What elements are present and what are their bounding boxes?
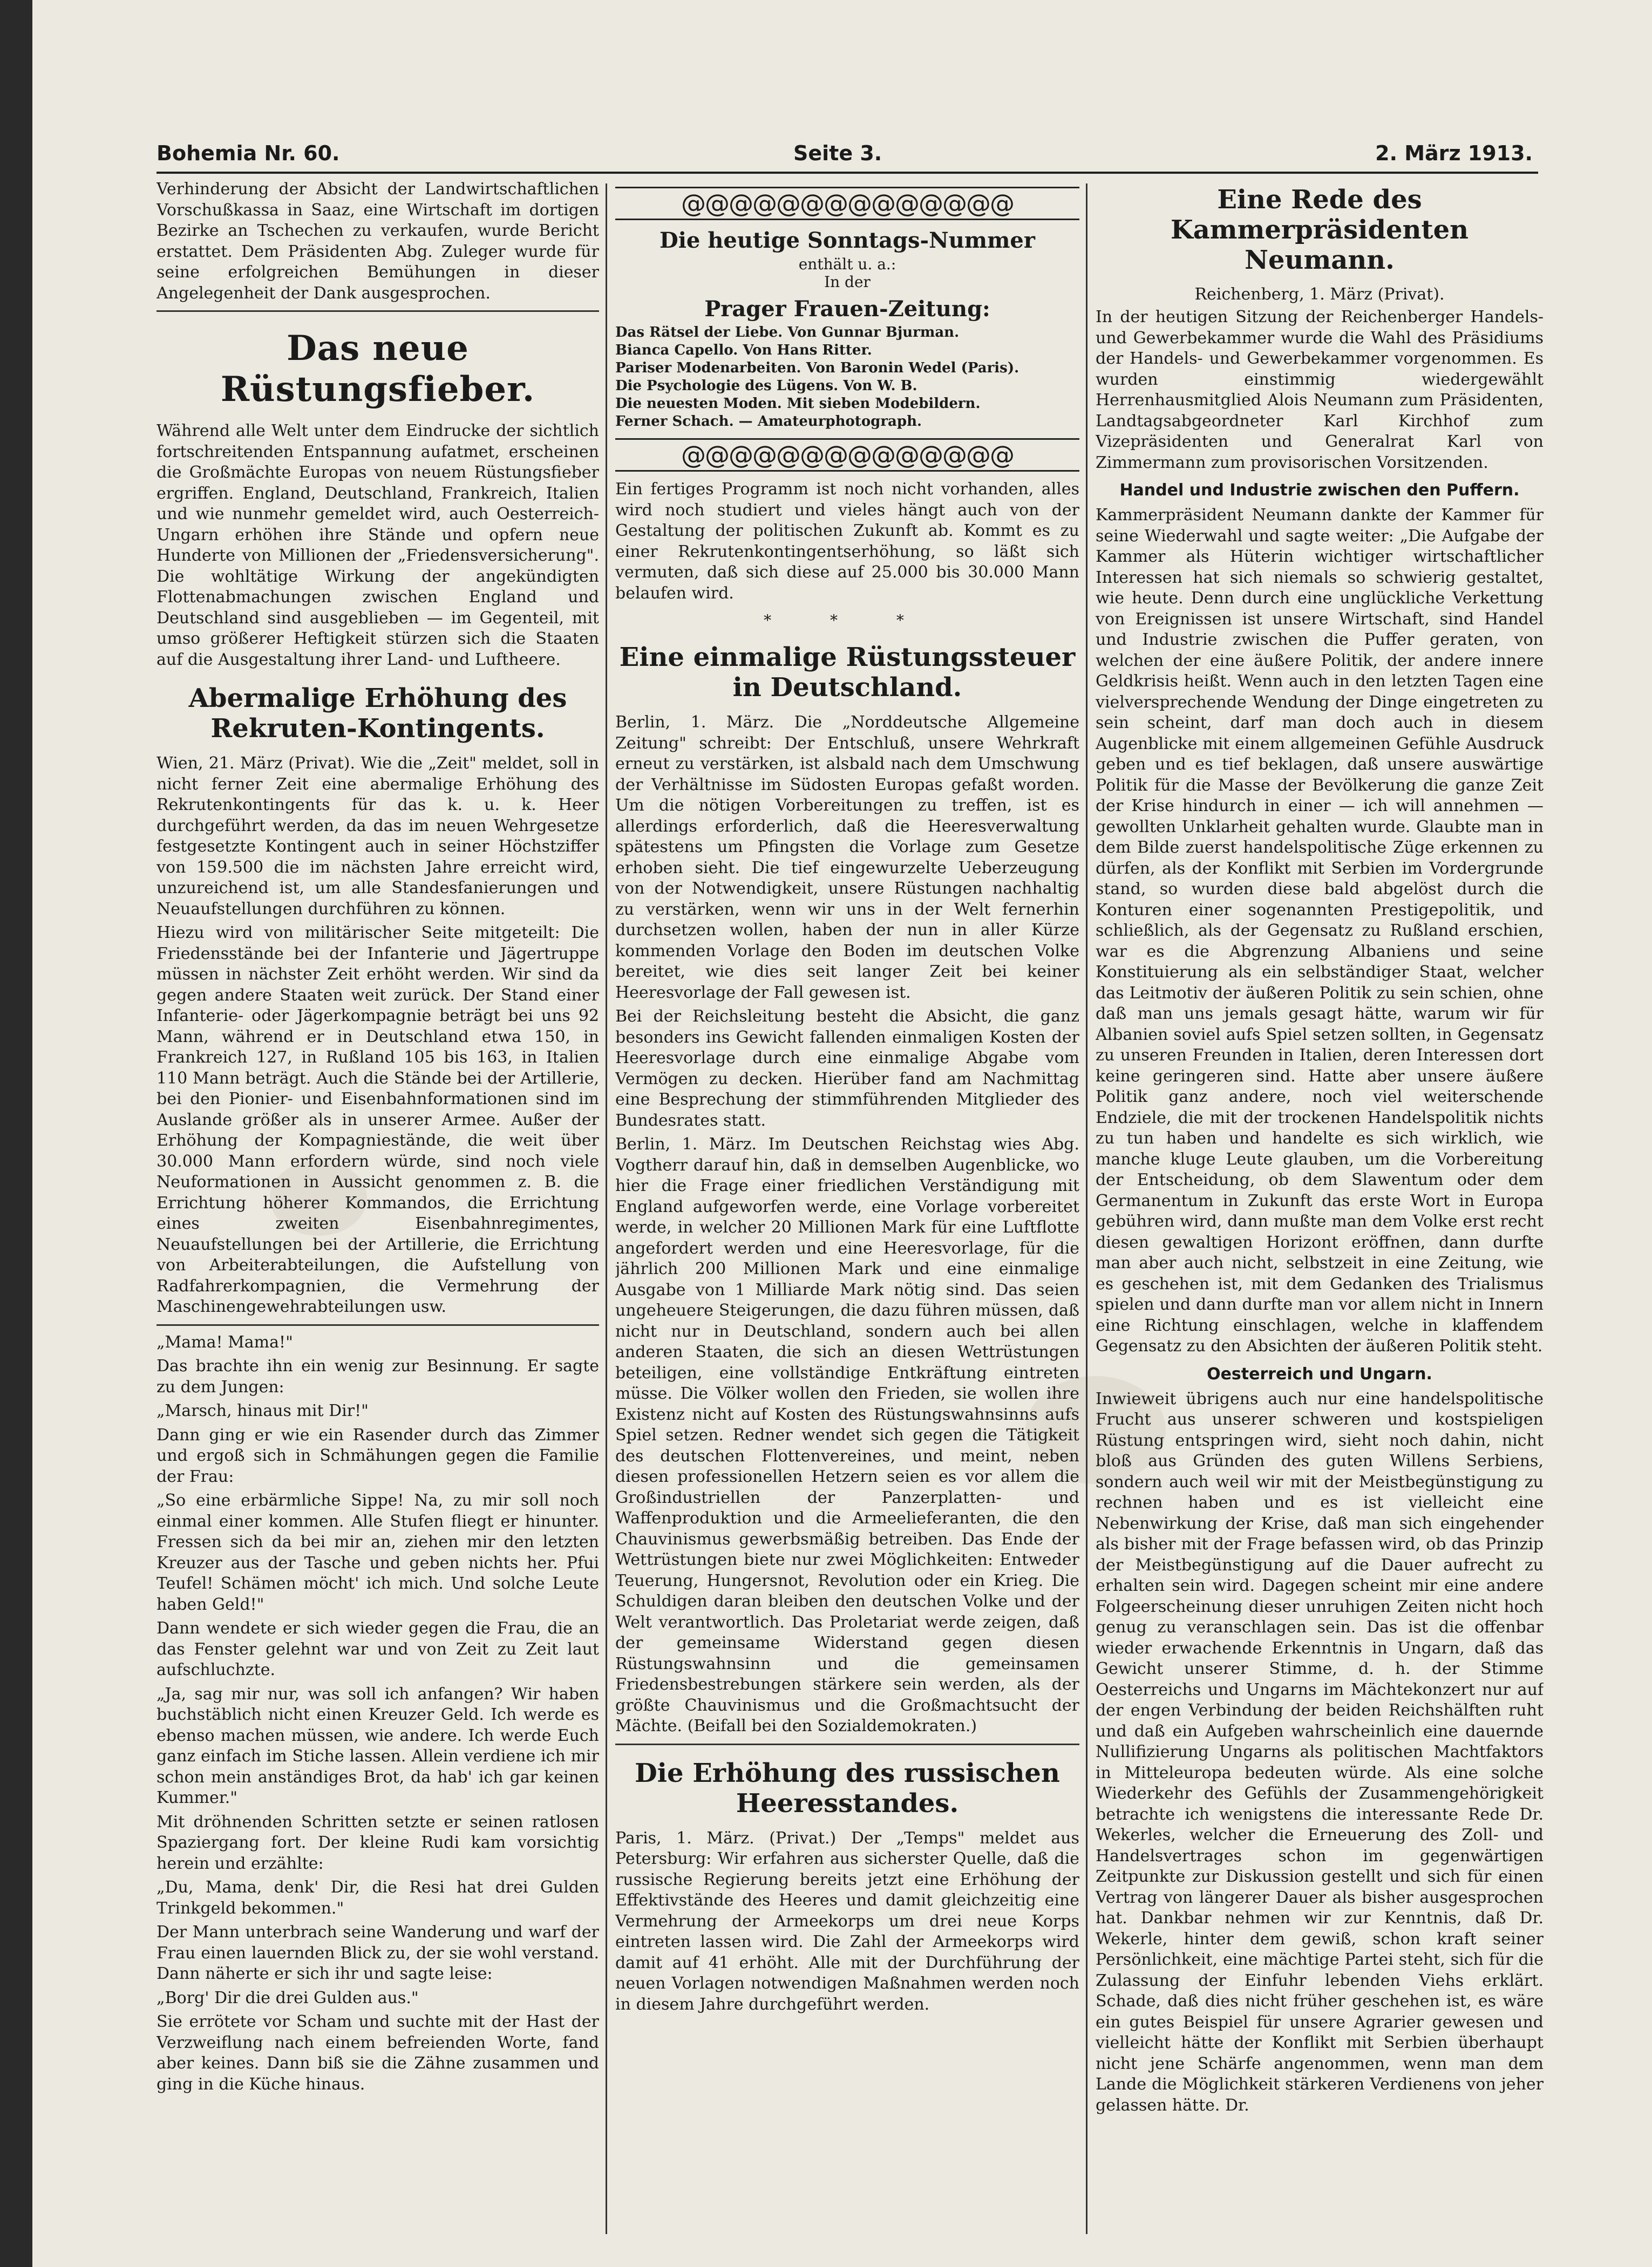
- article-paragraph: Hiezu wird von militärischer Seite mitgeteilt: Die Friedensstände bei der Infanterie und Jägertruppe müssen in nächster Zeit erhöht werden. Wir sind da gegen andere Staaten weit zurück. Der Stand einer Infanterie- oder Jägerkompagnie beträgt bei uns 92 Mann, während er in Deutschland etwa 150, in Frankreich 127, in Rußland 105 bis 163, in Italien 110 Mann beträgt. Auch die Stände bei der Artillerie, bei den Pionier- und Eisenbahnformationen sind im Auslande größer als in unserer Armee. Außer der Erhöhung der Kompagniestände, die weit über 30.000 Mann erfordern würde, sind noch viele Neuformationen in Aussicht genommen z. B. die Errichtung höherer Kommandos, die Errichtung eines zweiten Eisenbahnregimentes, Neuaufstellungen bei der Artillerie, die Errichtung von Arbeiterabteilungen, die Aufstellung von Radfahrerkompagnien, die Vermehrung der Maschinengewehrabteilungen usw.: [157, 923, 599, 1316]
- article-paragraph: Paris, 1. März. (Privat.) Der „Temps" meldet aus Petersburg: Wir erfahren aus sicherster Quelle, daß die russische Regierung bereits jetzt eine Erhöhung der Effektivstände des Heeres und damit gleichzeitig eine Vermehrung der Armeekorps um drei neue Korps eintreten lassen wird. Die Zahl der Armeekorps wird damit auf 41 erhöht. Alle mit der Durchführung der neuen Vorlagen notwendigen Maßnahmen werden noch in diesem Jahre durchgeführt werden.: [615, 1828, 1079, 2014]
- issue-date: 2. März 1913.: [1375, 141, 1533, 165]
- headline-ruestungsfieber: Das neue Rüstungsfieber.: [220, 328, 535, 410]
- dateline: Reichenberg, 1. März (Privat).: [1194, 285, 1445, 304]
- column-1: [157, 179, 599, 2257]
- article-paragraph: Während alle Welt unter dem Eindrucke der sichtlich fortschreitenden Entspannung aufatmet, erscheinen die Großmächte Europas von neuem Rüstungsfieber ergriffen. England, Deutschland, Frankreich, Italien und wie nunmehr gemeldet wird, auch Oesterreich-Ungarn erhöhen ihre Stände und opfern neue Hunderte von Millionen der „Friedensversicherung". Die wohltätige Wirkung der angekündigten Flottenabmachungen zwischen England und Deutschland sind ausgeblieben — im Gegenteil, mit umso größerer Heftigkeit stürzen sich die Staaten auf die Ausgestaltung ihrer Land- und Luftheere.: [157, 421, 599, 669]
- article-paragraph: Wien, 21. März (Privat). Wie die „Zeit" meldet, soll in nicht ferner Zeit eine abermalige Erhöhung des Rekrutenkontingents für das k. u. k. Heer durchgeführt werden, da das im neuen Wehrgesetze festgesetzte Kontingent auch in seiner Höchstziffer von 159.500 die im nächsten Jahre erreicht wird, unzureichend ist, um alle Standesfanierungen und Neuaufstellungen durchführen zu können.: [157, 754, 599, 918]
- box-item: Das Rätsel der Liebe. Von Gunnar Bjurman.: [615, 324, 960, 341]
- divider: [615, 1744, 1079, 1745]
- ornament-border: @@@@@@@@@@@@@@: [615, 438, 1079, 472]
- story-paragraph: „So eine erbärmliche Sippe! Na, zu mir soll noch einmal einer kommen. Alle Stufen fliegt er hinunter. Fressen sich da bei mir an, ziehen mir den letzten Kreuzer aus der Tasche und geben nichts her. Pfui Teufel! Schämen möcht' ich mich. Und solche Leute haben Geld!": [157, 1491, 599, 1614]
- section-stars: * * *: [764, 611, 931, 629]
- box-subtitle: enthält u. a.:: [798, 255, 896, 273]
- box-item: Die Psychologie des Lügens. Von W. B.: [615, 378, 917, 394]
- headline-neumann: Eine Rede des Kammerpräsidenten Neumann.: [1170, 185, 1469, 275]
- column-rule: [1086, 183, 1087, 2234]
- article-paragraph: Bei der Reichsleitung besteht die Absicht, die ganz besonders ins Gewicht fallenden einmaligen Kosten der Heeresvorlage durch eine einmalige Abgabe vom Vermögen zu decken. Hierüber fand am Nachmittag eine Besprechung der stimmführenden Mitglieder des Bundesrates statt.: [615, 1007, 1079, 1130]
- story-paragraph: Das brachte ihn ein wenig zur Besinnung. Er sagte zu dem Jungen:: [157, 1357, 599, 1397]
- story-paragraph: „Marsch, hinaus mit Dir!": [157, 1401, 369, 1420]
- story-paragraph: „Mama! Mama!": [157, 1332, 293, 1352]
- article-paragraph: Berlin, 1. März. Die „Norddeutsche Allgemeine Zeitung" schreibt: Der Entschluß, unsere Wehrkraft erneut zu verstärken, ist alsbald nach dem Umschwung der Verhältnisse im Südosten Europas gefaßt worden. Um die nötigen Vorbereitungen zu treffen, ist es allerdings erforderlich, daß die Heeresverwaltung spätestens um Pfingsten die Vorlage zum Gesetze erhoben sieht. Die tief eingewurzelte Ueberzeugung von der Notwendigkeit, unsere Rüstungen nachhaltig zu verstärken, wenn wir uns in der Welt fernerhin durchsetzen wollen, haben der nun in aller Kürze kommenden Vorlage den Boden im deutschen Volke bereitet, wie dies seit langer Zeit bei keiner Heeresvorlage der Fall gewesen ist.: [615, 713, 1079, 1002]
- box-subtitle: In der: [824, 273, 871, 291]
- box-title: Die heutige Sonntags-Nummer: [660, 228, 1035, 253]
- story-paragraph: „Du, Mama, denk' Dir, die Resi hat drei Gulden Trinkgeld bekommen.": [157, 1878, 599, 1918]
- divider: [157, 310, 599, 312]
- feuilleton-divider: [157, 1324, 599, 1326]
- header-rule: [157, 172, 1538, 174]
- story-paragraph: „Ja, sag mir nur, was soll ich anfangen? Wir haben buchstäblich nicht einen Kreuzer Geld. Ich werde es ebenso machen müssen, wie andere. Ich werde Euch ganz einfach im Stiche lassen. Allein verdiene ich mir schon mein anständiges Brot, da hab' ich gar keinen Kummer.": [157, 1684, 599, 1807]
- box-item: Die neuesten Moden. Mit sieben Modebildern.: [615, 396, 981, 412]
- headline-ruestungssteuer: Eine einmalige Rüstungssteuer in Deutschland.: [619, 642, 1076, 703]
- article-paragraph: Berlin, 1. März. Im Deutschen Reichstag wies Abg. Vogtherr darauf hin, daß in demselben Augenblicke, wo hier die Frage einer friedlichen Verständigung mit England aufgeworfen werde, eine Vorlage vorbereitet werde, in welcher 20 Millionen Mark für eine Luftflotte angefordert werden und eine Heeresvorlage, für die jährlich 200 Millionen Mark und eine einmalige Ausgabe von 1 Milliarde Mark nötig sind. Das seien ungeheuere Steigerungen, die dazu führen müssen, daß nicht nur in Deutschland, sondern auch bei allen anderen Staaten, die sich an diesen Wettrüstungen beteiligen, eine vollständige Entkräftung eintreten müsse. Die Völker wollen den Frieden, sie wollen ihre Existenz nicht auf Kosten des Rüstungswahnsinns aufs Spiel setzen. Redner wendet sich gegen die Tätigkeit des deutschen Flottenvereines, und meint, neben diesen professionellen Hetzern seien es vor allem die Großindustriellen der Panzerplatten- und Waffenproduktion und die Armeelieferanten, die den Chauvinismus gewerbsmäßig betreiben. Das Ende der Wettrüstungen biete nur zwei Möglichkeiten: Entweder Teuerung, Hungersnot, Revolution oder ein Krieg. Die Schuldigen daran bleiben den deutschen Volke und der Welt verantwortlich. Das Proletariat werde zeigen, daß der gemeinsame Widerstand gegen diesen Rüstungswahnsinn und die gemeinsamen Friedensbestrebungen stärkere sein werden, als der größte Chauvinismus und die Großmachtsucht der Mächte. (Beifall bei den Sozialdemokraten.): [615, 1135, 1079, 1735]
- page-header: [157, 141, 1533, 174]
- column-rule: [606, 183, 607, 2234]
- column-3: [1096, 179, 1544, 2257]
- article-paragraph: Ein fertiges Programm ist noch nicht vorhanden, alles wird noch studiert und vieles hängt auch von der Gestaltung der politischen Zukunft ab. Kommt es zu einer Rekrutenkontingentserhöhung, so läßt sich vermuten, daß sich diese auf 25.000 bis 30.000 Mann belaufen wird.: [615, 480, 1079, 603]
- article-paragraph: In der heutigen Sitzung der Reichenberger Handels- und Gewerbekammer wurde die Wahl des Präsidiums der Handels- und Gewerbekammer vorgenommen. Es wurden einstimmig wiedergewählt Herrenhausmitglied Alois Neumann zum Präsidenten, Landtagsabgeordneter Karl Kirchhof zum Vizepräsidenten und Generalrat Karl von Zimmermann zum provisorischen Vorsitzenden.: [1096, 308, 1544, 472]
- headline-rekruten: Abermalige Erhöhung des Rekruten-Kontingents.: [188, 683, 567, 744]
- article-paragraph: Kammerpräsident Neumann dankte der Kammer für seine Wiederwahl und sagte weiter: „Die Aufgabe der Kammer als Hüterin wichtiger wirtschaftlicher Interessen hat sich niemals so schwierig gestaltet, wie heute. Denn durch eine unglückliche Verkettung von Ereignissen ist unsere Wirtschaft, sind Handel und Industrie zwischen die Puffer geraten, von welchen der eine äußere Politik, der andere innere Geldkrisis heißt. Wenn auch in den letzten Tagen eine vielversprechende Wendung der Dinge eingetreten zu sein scheint, darf man doch auch in diesem Augenblicke mit einem allgemeinen Gefühle Ausdruck geben und es tief beklagen, daß unsere auswärtige Politik für die Masse der Bevölkerung die ganze Zeit der Krise hindurch in einer — ich will annehmen — gewollten Unklarheit gehalten wurde. Glaubte man in dem Bilde zuerst handelspolitische Züge erkennen zu dürfen, als der Konflikt mit Serbien im Vordergrunde stand, so wurden diese bald abgelöst durch die Konturen einer sogenannten Prestigepolitik, und schließlich, als der Gegensatz zu Rußland erschien, war es die Abgrenzung Albaniens und seine Konstituierung als ein selbständiger Staat, welcher das Leitmotiv der äußeren Politik zu sein schien, ohne daß man uns jemals gesagt hätte, warum wir für Albanien soviel aufs Spiel setzen sollten, in Gegensatz zu unseren Freunden in Italien, deren Interessen dort keine geringeren sind. Hatte aber unsere äußere Politik ganz andere, noch viel weiterschende Endziele, die mit der trockenen Handelspolitik nichts zu tun haben und handelte es sich wirklich, wie manche kluge Leute glauben, um die Vorbereitung der Entscheidung, ob dem Slawentum oder dem Germanentum in Zukunft das erste Wort in Europa gebühren wird, dann mußte man dem Volke erst recht diesen gewaltigen Horizont eröffnen, dann durfte man aber auch nicht, selbstzeit in eine Zeitung, wie es geschehen ist, mit dem Gedanken des Trialismus spielen und dann durfte man vor allem nicht in Innern eine Richtung einschlagen, welche in klaffendem Gegensatz zu den Absichten der äußeren Politik steht.: [1096, 506, 1544, 1356]
- page-number: Seite 3.: [793, 141, 882, 165]
- box-item: Ferner Schach. — Amateurphotograph.: [615, 413, 922, 430]
- article-paragraph: Inwieweit übrigens auch nur eine handelspolitische Frucht aus unserer schweren und kostspieligen Rüstung entspringen wird, sieht noch dahin, nicht bloß aus Gründen des guten Willens Serbiens, sondern auch weil wir mit der Meistbegünstigung zu rechnen haben und es ist vielleicht eine Nebenwirkung der Krise, daß man sich eingehender als bisher mit der Frage befassen wird, ob das Prinzip der Meistbegünstigung auf die Dauer aufrecht zu erhalten sein wird. Dagegen scheint mir eine andere Folgeerscheinung dieser unruhigen Zeiten nicht hoch genug zu veranschlagen sein. Das ist die offenbar wieder erwachende Erkenntnis in Ungarn, daß das Gewicht unserer Stimme, d. h. der Stimme Oesterreichs und Ungarns im Mächtekonzert nur auf der engen Verbindung der beiden Reichshälften ruht und daß ein Aufgeben wahrscheinlich eine dauernde Nullifizierung Ungarns als politischen Machtfaktors in Mitteleuropa bedeuten würde. Als eine solche Wiederkehr des Gefühls der Zusammengehörigkeit betrachte ich wenigstens die interessante Rede Dr. Wekerles, welcher die Erneuerung des Zoll- und Handelsvertrages schon im gegenwärtigen Zeitpunkte zur Diskussion gestellt und sich für einen Vertrag von längerer Dauer als bisher ausgesprochen hat. Dankbar nehmen wir zur Kenntnis, daß Dr. Wekerle, hinter dem gewiß, schon kraft seiner Persönlichkeit, eine mächtige Partei steht, sich für die Zulassung der Einfuhr lebenden Viehs erklärt. Schade, daß dies nicht früher geschehen ist, es wäre ein gutes Beispiel für unsere Agrarier gewesen und vielleicht hätte der Konflikt mit Serbien überhaupt nicht jene Schärfe angenommen, wenn man dem Lande die Möglichkeit stärkeren Verdienens von jeher gelassen hätte. Dr.: [1096, 1389, 1544, 2115]
- ornament-border: @@@@@@@@@@@@@@: [615, 187, 1079, 220]
- box-item: Pariser Modenarbeiten. Von Baronin Wedel (Paris).: [615, 360, 1019, 376]
- story-paragraph: Dann ging er wie ein Rasender durch das Zimmer und ergoß sich in Schmähungen gegen die Familie der Frau:: [157, 1425, 599, 1486]
- headline-russland: Die Erhöhung des russischen Heeresstandes.: [635, 1758, 1060, 1819]
- subheading: Handel und Industrie zwischen den Puffern.: [1119, 481, 1520, 500]
- story-paragraph: Der Mann unterbrach seine Wanderung und warf der Frau einen lauernden Blick zu, der sie wohl verstand. Dann näherte er sich ihr und sagte leise:: [157, 1923, 599, 1983]
- article-continuation: Verhinderung der Absicht der Landwirtschaftlichen Vorschußkassa in Saaz, eine Wirtschaft im dortigen Bezirke an Tschechen zu verkaufen, wurde Bericht erstattet. Dem Präsidenten Abg. Zuleger wurde für seine erfolgreichen Bemühungen in dieser Angelegenheit der Dank ausgesprochen.: [157, 180, 599, 303]
- story-paragraph: Dann wendete er sich wieder gegen die Frau, die an das Fenster gelehnt war und von Zeit zu Zeit laut aufschluchzte.: [157, 1619, 599, 1679]
- story-paragraph: Mit dröhnenden Schritten setzte er seinen ratlosen Spaziergang fort. Der kleine Rudi kam vorsichtig herein und erzählte:: [157, 1812, 599, 1873]
- box-item: Bianca Capello. Von Hans Ritter.: [615, 342, 872, 358]
- box-paper-name: Prager Frauen-Zeitung:: [704, 296, 990, 322]
- scan-edge: [0, 0, 32, 2267]
- story-paragraph: Sie errötete vor Scham und suchte mit der Hast der Verzweiflung nach einem befreienden Worte, fand aber keines. Dann biß sie die Zähne zusammen und ging in die Küche hinaus.: [157, 2012, 599, 2094]
- issue-label: Bohemia Nr. 60.: [157, 141, 340, 165]
- subheading: Oesterreich und Ungarn.: [1207, 1364, 1432, 1384]
- story-paragraph: „Borg' Dir die drei Gulden aus.": [157, 1988, 419, 2007]
- column-2: [615, 179, 1079, 2257]
